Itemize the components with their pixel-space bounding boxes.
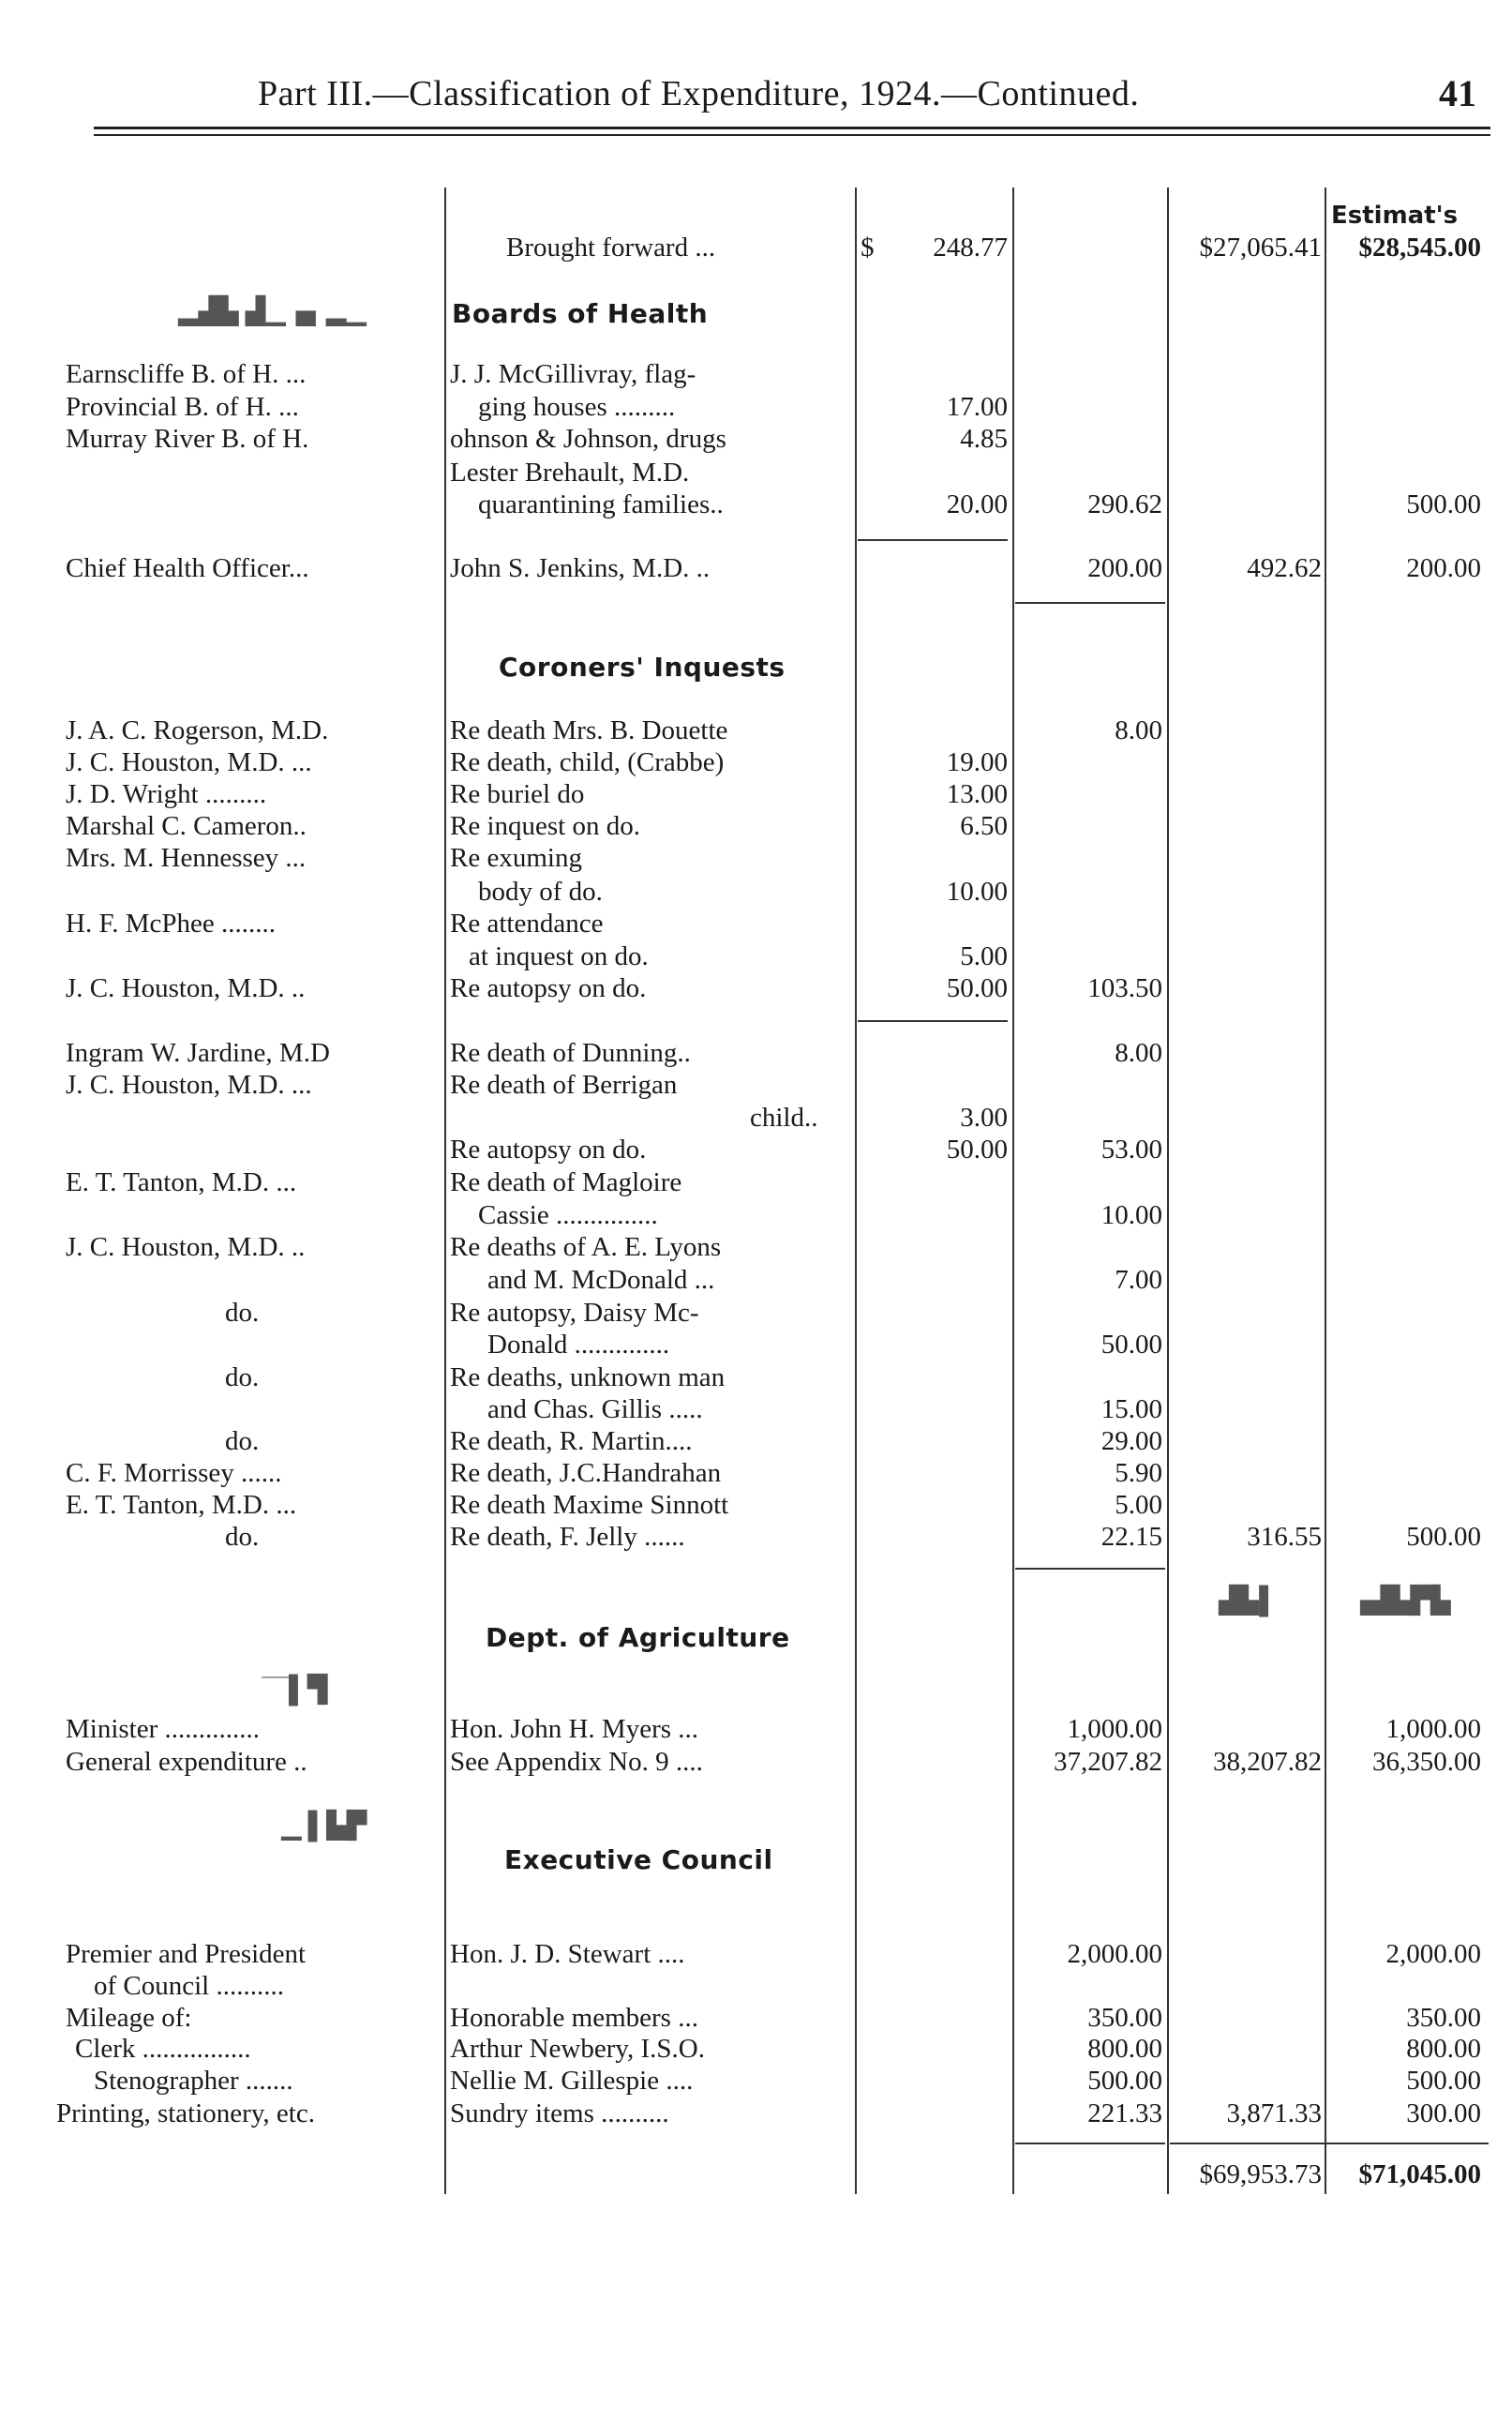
amount-a1: 50.00 [946, 1135, 1008, 1165]
amount-a4: 350.00 [1406, 2003, 1481, 2033]
payee: Mileage of: [66, 2003, 192, 2033]
description: Re buriel do [450, 779, 585, 809]
brought-forward-a4: $28,545.00 [1358, 233, 1481, 263]
payee: J. C. Houston, M.D. .. [66, 1232, 306, 1262]
subtotal-rule [858, 539, 1008, 541]
description: Lester Brehault, M.D. [450, 458, 690, 488]
amount-a2: 53.00 [1100, 1135, 1162, 1165]
description: Re death, J.C.Handrahan [450, 1458, 722, 1488]
description: Re autopsy on do. [450, 1135, 647, 1165]
stamp-smudge: ‾‾‾▌▜ [262, 1676, 328, 1705]
amount-a1: 17.00 [946, 392, 1008, 422]
description: at inquest on do. [469, 941, 649, 971]
payee: H. F. McPhee ........ [66, 909, 277, 939]
amount-a3: 492.62 [1247, 553, 1322, 583]
description: Re death Mrs. B. Douette [450, 715, 728, 745]
amount-a1: 19.00 [946, 747, 1008, 777]
payee: J. A. C. Rogerson, M.D. [66, 715, 329, 745]
description: child.. [750, 1103, 818, 1133]
dollar-sign: $ [861, 233, 875, 263]
brought-forward-a1: 248.77 [933, 233, 1008, 263]
amount-a3: 3,871.33 [1226, 2098, 1322, 2128]
subtotal-rule [1015, 2143, 1165, 2144]
amount-a2: 2,000.00 [1067, 1939, 1162, 1969]
description: Re autopsy, Daisy Mc- [450, 1298, 699, 1328]
amount-a1: 20.00 [946, 489, 1008, 519]
description: Re inquest on do. [450, 811, 640, 841]
section-title-executive: Executive Council [504, 1844, 773, 1875]
description: Re death, child, (Crabbe) [450, 747, 725, 777]
description: Re death of Dunning.. [450, 1038, 691, 1068]
total-rule [1170, 2143, 1489, 2144]
subtotal-rule [1015, 1568, 1165, 1570]
amount-a3: 316.55 [1247, 1522, 1322, 1552]
payee: E. T. Tanton, M.D. ... [66, 1490, 297, 1520]
header-rule-top [94, 127, 1490, 129]
description: John S. Jenkins, M.D. .. [450, 553, 711, 583]
amount-a1: 50.00 [946, 973, 1008, 1003]
page-number: 41 [1439, 72, 1476, 114]
amount-a2: 37,207.82 [1054, 1747, 1162, 1777]
description: Arthur Newbery, I.S.O. [450, 2034, 705, 2064]
column-rule-mid [855, 188, 857, 2194]
grand-total-a4: $71,045.00 [1358, 2159, 1481, 2189]
amount-a2: 8.00 [1115, 1038, 1162, 1068]
amount-a4: 500.00 [1406, 1522, 1481, 1552]
description: quarantining families.. [478, 489, 724, 519]
amount-a2: 1,000.00 [1067, 1714, 1162, 1744]
column-rule-a2 [1167, 188, 1169, 2194]
amount-a2: 15.00 [1100, 1394, 1162, 1424]
payee: J. C. Houston, M.D. ... [66, 747, 312, 777]
amount-a3: 38,207.82 [1213, 1747, 1322, 1777]
section-title-health: Boards of Health [452, 298, 709, 329]
payee: Chief Health Officer... [66, 553, 309, 583]
amount-a2: 8.00 [1115, 715, 1162, 745]
amount-a2: 800.00 [1087, 2034, 1162, 2064]
amount-a2: 50.00 [1100, 1330, 1162, 1360]
description: Re deaths of A. E. Lyons [450, 1232, 722, 1262]
column-rule-a3 [1325, 188, 1326, 2194]
payee: General expenditure .. [66, 1747, 307, 1777]
payee: do. [225, 1426, 260, 1456]
description: Sundry items .......... [450, 2098, 669, 2128]
payee: Provincial B. of H. ... [66, 392, 299, 422]
description: Donald .............. [487, 1330, 670, 1360]
payee: Minister .............. [66, 1714, 261, 1744]
payee: do. [225, 1522, 260, 1552]
amount-a1: 10.00 [946, 877, 1008, 907]
payee: Printing, stationery, etc. [56, 2098, 315, 2128]
stamp-smudge: ▂▟▙ ▟▁▗▖▂▁ [178, 297, 367, 326]
payee: Murray River B. of H. [66, 424, 309, 454]
payee: Premier and President [66, 1939, 307, 1969]
description: Hon. J. D. Stewart .... [450, 1939, 685, 1969]
description: Nellie M. Gillespie .... [450, 2066, 694, 2096]
description: Re autopsy on do. [450, 973, 647, 1003]
payee: do. [225, 1298, 260, 1328]
payee: do. [225, 1362, 260, 1392]
description: ohnson & Johnson, drugs [450, 424, 726, 454]
description: Honorable members ... [450, 2003, 698, 2033]
grand-total-a3: $69,953.73 [1199, 2159, 1322, 2189]
amount-a4: 500.00 [1406, 2066, 1481, 2096]
amount-a2: 22.15 [1100, 1522, 1162, 1552]
payee: J. D. Wright ......... [66, 779, 267, 809]
description: Re exuming [450, 843, 582, 873]
amount-a2: 5.00 [1115, 1490, 1162, 1520]
column-rule-a1 [1012, 188, 1014, 2194]
description: J. J. McGillivray, flag- [450, 359, 696, 389]
header-rule-bottom [94, 134, 1490, 136]
description: Re death of Magloire [450, 1167, 682, 1197]
stamp-smudge: ▁ ▌▙▛ [281, 1812, 367, 1841]
amount-a1: 6.50 [960, 811, 1008, 841]
subtotal-rule [858, 1020, 1008, 1022]
description: Cassie ............... [478, 1200, 658, 1230]
description: ging houses ......... [478, 392, 676, 422]
stamp-smudge: ▟▙▌ [1219, 1586, 1278, 1616]
amount-a4: 200.00 [1406, 553, 1481, 583]
description: Re death Maxime Sinnott [450, 1490, 729, 1520]
payee: Clerk ................ [75, 2034, 251, 2064]
payee: E. T. Tanton, M.D. ... [66, 1167, 297, 1197]
section-title-agriculture: Dept. of Agriculture [486, 1622, 790, 1653]
amount-a2: 5.90 [1115, 1458, 1162, 1488]
brought-forward-a3: $27,065.41 [1199, 233, 1322, 263]
description: body of do. [478, 877, 603, 907]
estimates-label: Estimat's [1331, 202, 1459, 230]
description: and M. McDonald ... [487, 1265, 715, 1295]
amount-a4: 1,000.00 [1385, 1714, 1481, 1744]
amount-a2: 103.50 [1087, 973, 1162, 1003]
amount-a1: 5.00 [960, 941, 1008, 971]
description: Re deaths, unknown man [450, 1362, 726, 1392]
payee: of Council .......... [94, 1971, 284, 2001]
payee: J. C. Houston, M.D. ... [66, 1070, 312, 1100]
page-title: Part III.—Classification of Expenditure, 1924.—Continued. [258, 74, 1140, 113]
section-title-coroners: Coroners' Inquests [499, 652, 786, 683]
amount-a1: 4.85 [960, 424, 1008, 454]
brought-forward-label: Brought forward ... [506, 233, 716, 263]
description: See Appendix No. 9 .... [450, 1747, 703, 1777]
amount-a4: 2,000.00 [1385, 1939, 1481, 1969]
amount-a2: 7.00 [1115, 1265, 1162, 1295]
description: Re attendance [450, 909, 604, 939]
description: Hon. John H. Myers ... [450, 1714, 699, 1744]
amount-a2: 500.00 [1087, 2066, 1162, 2096]
amount-a1: 3.00 [960, 1103, 1008, 1133]
amount-a2: 350.00 [1087, 2003, 1162, 2033]
payee: Earnscliffe B. of H. ... [66, 359, 307, 389]
amount-a2: 10.00 [1100, 1200, 1162, 1230]
description: Re death, F. Jelly ...... [450, 1522, 685, 1552]
column-rule-left [444, 188, 446, 2194]
payee: Mrs. M. Hennessey ... [66, 843, 307, 873]
stamp-smudge: ▗▟▙▛▙ [1350, 1586, 1451, 1616]
amount-a4: 500.00 [1406, 489, 1481, 519]
payee: Ingram W. Jardine, M.D [66, 1038, 330, 1068]
payee: J. C. Houston, M.D. .. [66, 973, 306, 1003]
amount-a2: 29.00 [1100, 1426, 1162, 1456]
payee: Stenographer ....... [94, 2066, 293, 2096]
description: and Chas. Gillis ..... [487, 1394, 703, 1424]
amount-a4: 800.00 [1406, 2034, 1481, 2064]
description: Re death, R. Martin.... [450, 1426, 693, 1456]
payee: C. F. Morrissey ...... [66, 1458, 282, 1488]
amount-a4: 300.00 [1406, 2098, 1481, 2128]
amount-a2: 200.00 [1087, 553, 1162, 583]
subtotal-rule [1015, 602, 1165, 604]
description: Re death of Berrigan [450, 1070, 678, 1100]
amount-a2: 290.62 [1087, 489, 1162, 519]
amount-a2: 221.33 [1087, 2098, 1162, 2128]
amount-a1: 13.00 [946, 779, 1008, 809]
payee: Marshal C. Cameron.. [66, 811, 307, 841]
amount-a4: 36,350.00 [1372, 1747, 1481, 1777]
